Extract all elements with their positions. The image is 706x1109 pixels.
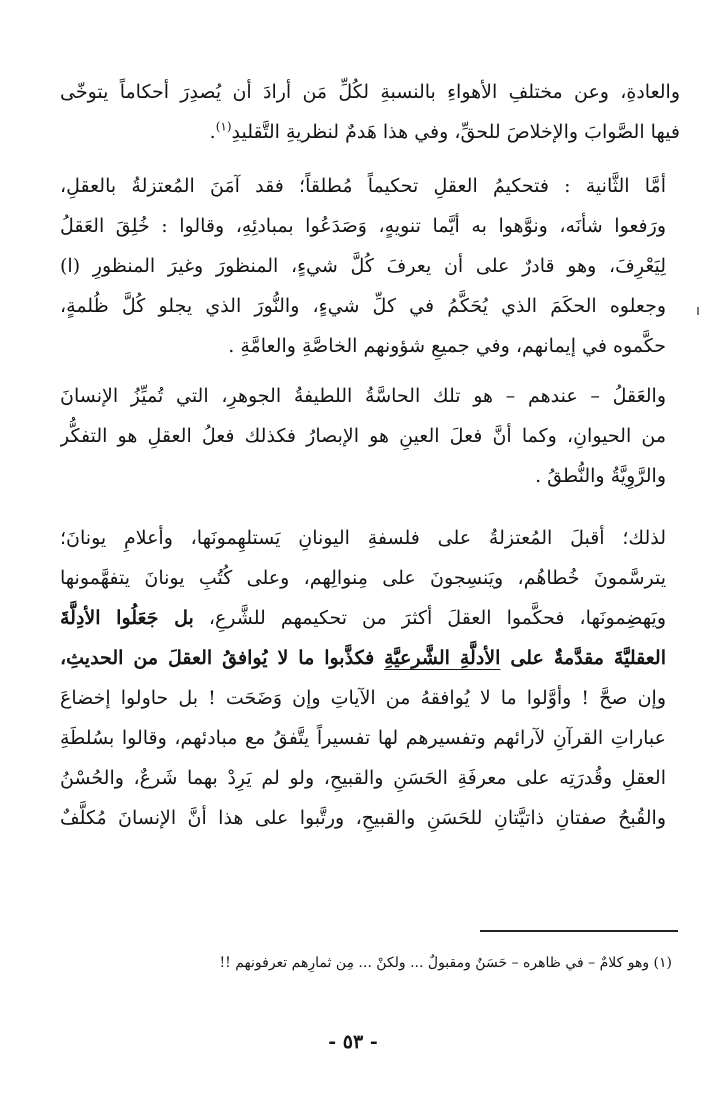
- text-line: والرَّوِيَّةُ والنُّطقُ .: [535, 465, 666, 487]
- bold-phrase: بل جَعَلُوا الأدِلَّةَ: [60, 607, 194, 629]
- footnote-reference[interactable]: (١): [215, 119, 232, 134]
- document-page: [60, 72, 680, 838]
- paragraph-3: [60, 376, 680, 496]
- text-line: وإن صحَّ ! وأوَّلوا ما لا يُوافقهُ من الآياتِ وإن وَضَحَت ! بل حاولوا إخضاعَ: [60, 687, 666, 709]
- text-line: عباراتِ القرآنِ لآرائهم وتفسيرهم لها تفسيراً يتَّفقُ مع مبادئهم، وقالوا بسُلطَةِ: [60, 727, 666, 749]
- footnote: (١) وهو كلامٌ – في ظاهره – حَسَنٌ ومقبولٌ ... ولكنْ ... مِن ثمارِهم تعرفونهم !!: [219, 955, 672, 971]
- text-line: والعَقلُ – عندهم – هو تلك الحاسَّةُ اللطيفةُ الجوهرِ، التي تُميِّزُ الإنسانَ: [60, 385, 666, 407]
- text-line: والعادةِ، وعن مختلفِ الأهواءِ بالنسبةِ لكُلِّ مَن أرادَ أن يُصدِرَ أحكاماً يتوخّى: [60, 81, 680, 103]
- text-line-with-footnote: [60, 112, 680, 152]
- text-line: لِيَعْرِفَ، وهو قادرٌ على أن يعرفَ كُلَّ شيءٍ، المنظورَ وغيرَ المنظورِ (ا): [60, 255, 666, 277]
- footnote-marker-suffix: .: [209, 121, 216, 143]
- text-line: ورَفعوا شأنَه، ونوَّهوا به أيَّما تنويهٍ، وَصَدَعُوا بمبادئِهِ، وقالوا : خُلِقَ العَقلُ: [60, 215, 666, 237]
- paragraph-4: [60, 518, 680, 838]
- bold-text-line: [60, 638, 666, 678]
- text-line: العقلِ وقُدرَتِه على معرفَةِ الحَسَنِ والقبيحِ، ولو لم يَرِدْ بهما شَرعٌ، والحُسْنُ: [60, 767, 666, 789]
- text-line: العقليَّةَ مقدَّمةٌ على الأدلَّةِ الشَّرعيَّةِ فكذَّبوا ما لا يُوافقُ العقلَ من الحديثِ،: [60, 647, 666, 669]
- text-line: وجعلوه الحكَمَ الذي يُحَكَّمُ في كلِّ شيءٍ، والنُّورَ الذي يجلو كُلَّ ظُلمةٍ،: [60, 295, 666, 317]
- text-line: يترسَّمونَ خُطاهُم، ويَنسِجونَ على مِنوالِهم، وعلى كُتُبِ يونانَ يتفهَّمونها: [60, 567, 666, 589]
- paragraph-2: [60, 166, 680, 366]
- page-number: - ٥٣ -: [328, 1031, 378, 1053]
- text-line: والقُبحُ صفتانِ ذاتيَّتانِ للحَسَنِ والقبيحِ، ورتَّبوا على هذا أنَّ الإنسانَ مُكلَّفٌ: [60, 807, 666, 829]
- margin-tick: [697, 307, 699, 315]
- text-line: فيها الصَّوابَ والإخلاصَ للحقِّ، وفي هذا هَدمٌ لنظريةِ التَّقليدِ: [231, 121, 680, 143]
- paragraph-1: [60, 72, 680, 152]
- text-line: [60, 598, 666, 638]
- text-line: من الحيوانِ، وكما أنَّ فعلَ العينِ هو الإبصارُ فكذلك فعلُ العقلِ هو التفكُّر: [60, 425, 666, 447]
- text-line: أمَّا الثَّانية : فتحكيمُ العقلِ تحكيماً مُطلقاً؛ فقد آمَنَ المُعتزلةُ بالعقلِ،: [60, 175, 666, 197]
- text-line-start: ويَهضِمونَها، فحكَّموا العقلَ أكثرَ من تحكيمهم للشَّرعِ،: [208, 607, 666, 629]
- footnote-separator: [480, 930, 678, 932]
- text-line: حكَّموه في إيمانهم، وفي جميعِ شؤونهم الخاصَّةِ والعامَّةِ .: [228, 335, 666, 357]
- underlined-phrase: الأدلَّةِ الشَّرعيَّةِ: [384, 647, 501, 669]
- text-line: لذلك؛ أقبلَ المُعتزلةُ على فلسفةِ اليونانِ يَستلهِمونَها، وأعلامِ يونانَ؛: [60, 527, 666, 549]
